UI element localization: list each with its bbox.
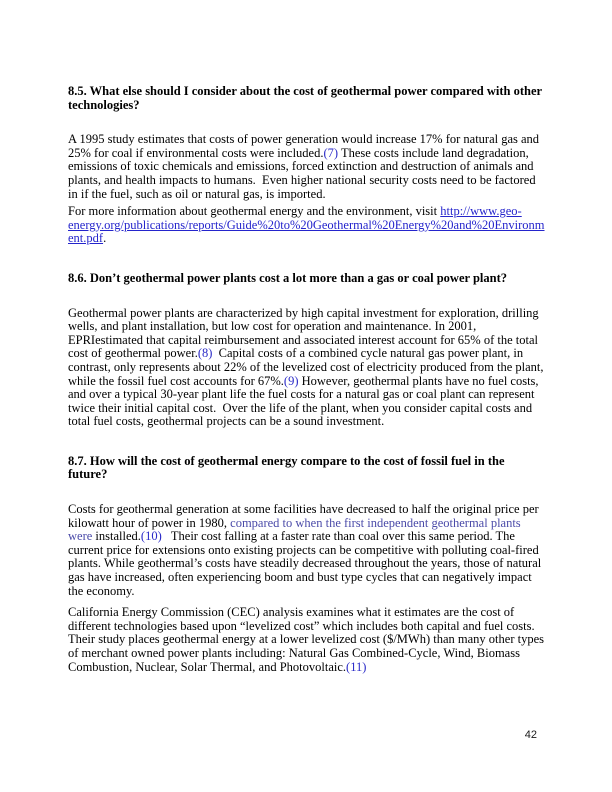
body-text: Costs for geothermal generation at some facilities have decreased to half the original price per kilowatt hour of power in 1980, (68, 502, 542, 530)
body-text: . (103, 231, 107, 246)
geo-energy-url-link[interactable]: http://www.geo-energy.org/publications/reports/Guide%20to%20Geothermal%20Energy%20and%20Environment.pdf (68, 204, 545, 246)
body-text: California Energy Commission (CEC) analysis examines what it estimates are the cost of different technologies based upon “levelized cost” which includes both capital and fuel costs. Their study places geothermal energy at a lower levelized cost ($/MWh) than many other types of merchant owned power plants including: Natural Gas Combined-Cycle, Wind, Biomass Combustion, Nuclear, Solar Thermal, and Photovoltaic. (68, 605, 548, 674)
paragraph-8-7-cec-analysis (68, 606, 546, 674)
section-heading-8-5: 8.5. What else should I consider about the cost of geothermal power compared with other technologies? (68, 84, 542, 112)
section-heading-8-6: 8.6. Don’t geothermal power plants cost a lot more than a gas or coal power plant? (68, 270, 507, 285)
body-text: These costs include land degradation, emissions of toxic chemicals and emissions, forced extinction and destruction of animals and plants, and health impacts to humans. Even higher national security costs need to be factored in if the fuel, such as oil or natural gas, is imported. (68, 145, 539, 201)
body-text: Geothermal power plants are characterized by high capital investment for exploration, drilling wells, and plant installation, but low cost for operation and maintenance. In 2001, EPRIestimated that capital reimbursement and associated interest account for 65% of the total cost of geothermal power. (68, 305, 542, 361)
citation-ref-8[interactable]: (8) (197, 346, 213, 361)
body-text: Capital costs of a combined cycle natural gas power plant, in contrast, only represents about 22% of the levelized cost of electricity produced from the plant, while the fossil fuel cost accounts for 67%. (68, 346, 547, 388)
paragraph-8-5-more-info (68, 205, 546, 246)
body-text: A 1995 study estimates that costs of power generation would increase 17% for natural gas and 25% for coal if environmental costs were included. (68, 132, 543, 160)
body-text: However, geothermal plants have no fuel costs, and over a typical 30-year plant life the fuel costs for a natural gas or coal plant can represent twice their initial capital cost. Over the life of the plant, when you consider capital costs and total fuel costs, geothermal projects can be a sound investment. (68, 373, 542, 429)
body-text: Their cost falling at a faster rate than coal over this same period. The current price for extensions onto existing projects can be competitive with polluting coal-fired plants. While geothermal’s costs have steadily decreased throughout the years, those of natural gas have increased, often experiencing boom and bust type cycles that can negatively impact the economy. (68, 529, 545, 598)
revised-text: compared to when the first independent geothermal plants were (68, 515, 524, 544)
paragraph-8-6-capital-costs (68, 307, 546, 429)
citation-ref-9[interactable]: (9) (283, 373, 299, 388)
body-text: installed. (92, 529, 141, 544)
paragraph-8-7-price-trends (68, 503, 546, 598)
citation-ref-7[interactable]: (7) (323, 145, 339, 160)
page-number: 42 (524, 729, 537, 741)
document-page-content (68, 0, 546, 678)
section-heading-8-7: 8.7. How will the cost of geothermal energy compare to the cost of fossil fuel in the future? (68, 453, 505, 482)
citation-ref-10[interactable]: (10) (140, 529, 162, 544)
citation-ref-11[interactable]: (11) (346, 659, 367, 674)
paragraph-8-5-costs (68, 133, 546, 201)
body-text: For more information about geothermal energy and the environment, visit (68, 204, 441, 219)
